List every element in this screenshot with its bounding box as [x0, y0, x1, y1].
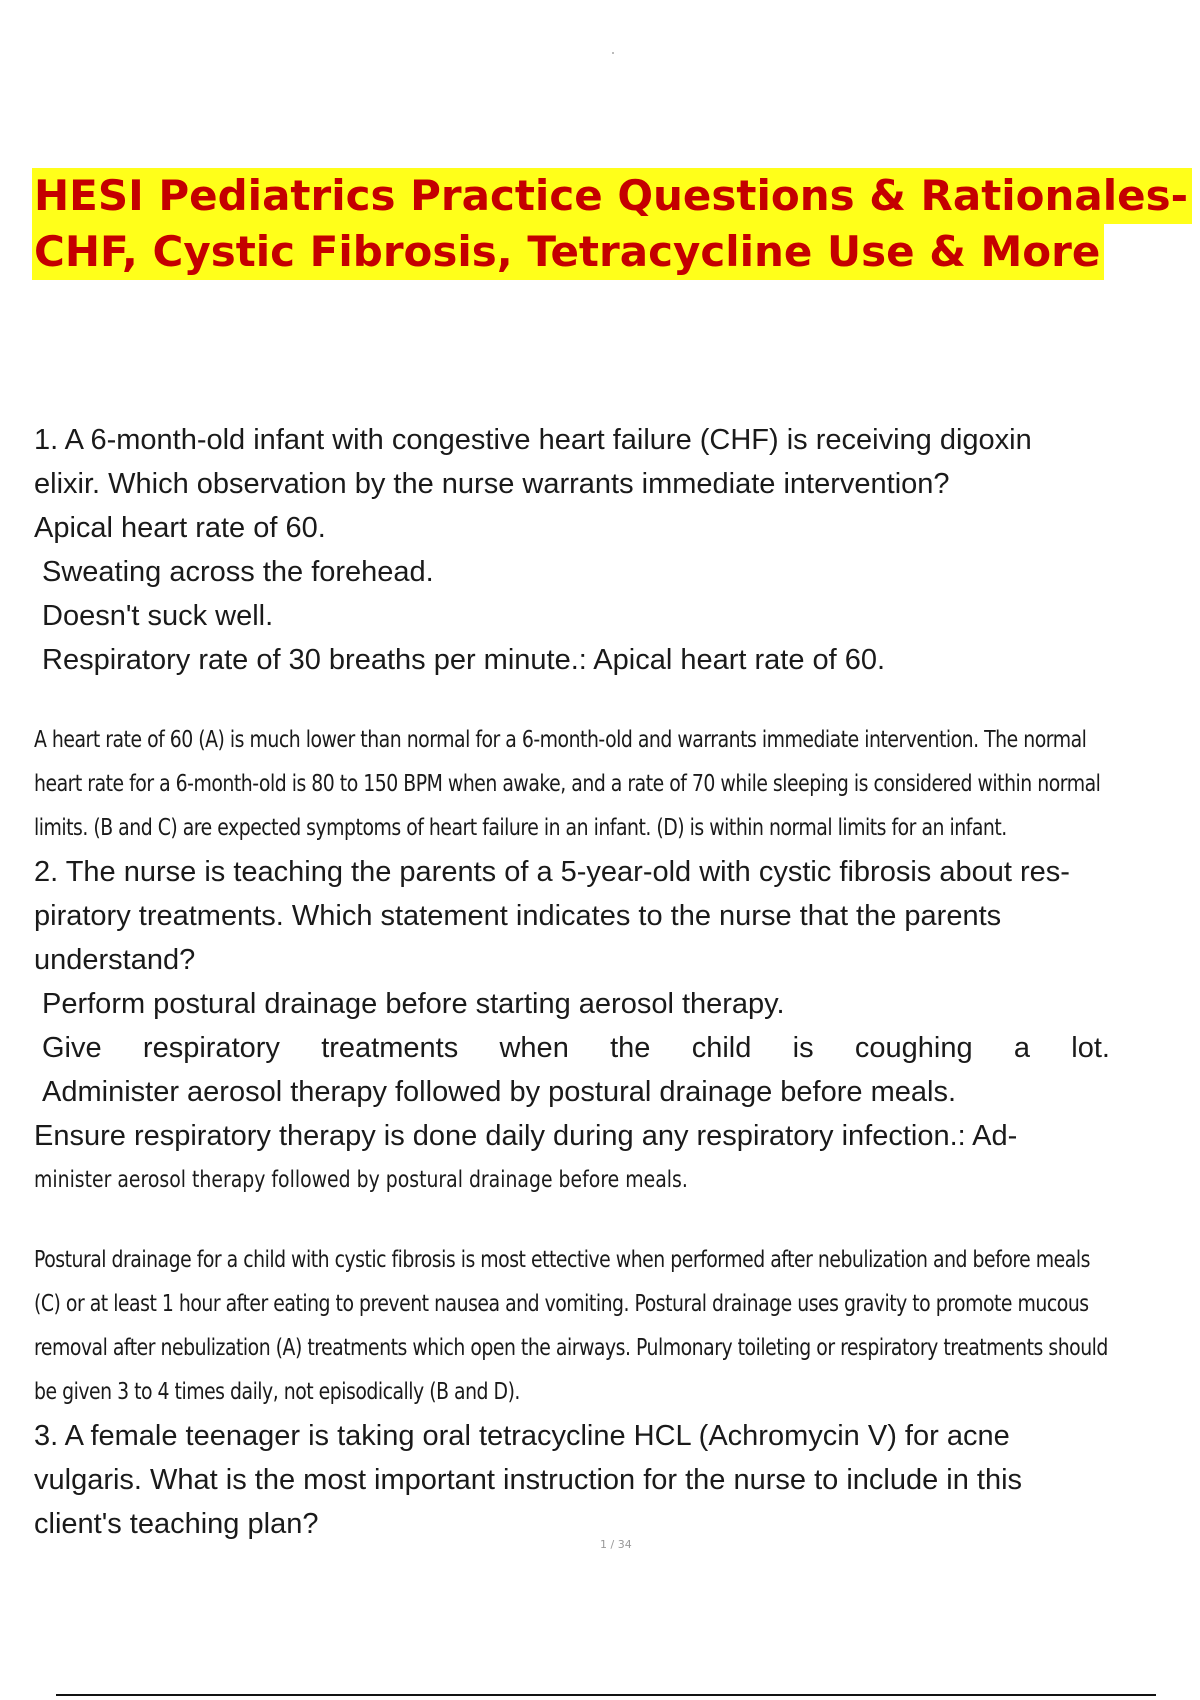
- bottom-divider: [56, 1694, 1156, 1696]
- rationale-line: (C) or at least 1 hour after eating to prevent nausea and vomiting. Postural drainage uses gravity to promote mucous: [34, 1291, 1089, 1317]
- title-line-2: CHF, Cystic Fibrosis, Tetracycline Use & More: [32, 224, 1104, 280]
- rationale-line: removal after nebulization (A) treatments which open the airways. Pulmonary toileting or respiratory treatments should: [34, 1335, 1108, 1361]
- rationale-line: limits. (B and C) are expected symptoms of heart failure in an infant. (D) is within normal limits for an infant.: [34, 815, 1007, 841]
- rationale-line: heart rate for a 6-month-old is 80 to 150 BPM when awake, and a rate of 70 while sleeping is considered within normal: [34, 771, 1101, 797]
- question-2-rationale: [34, 1238, 1200, 1414]
- title-line-1: HESI Pediatrics Practice Questions & Rationales-: [32, 168, 1192, 224]
- question-1-stem-line-1: 1. A 6-month-old infant with congestive heart failure (CHF) is receiving digoxin: [34, 424, 1032, 456]
- rationale-line: Postural drainage for a child with cystic fibrosis is most ettective when performed after nebulization and before meals: [34, 1247, 1090, 1273]
- question-2-option-a: Perform postural drainage before starting aerosol therapy.: [42, 988, 785, 1020]
- question-2-stem-line-3: understand?: [34, 944, 196, 976]
- rationale-line: A heart rate of 60 (A) is much lower than normal for a 6-month-old and warrants immediate intervention. The normal: [34, 727, 1087, 753]
- question-2-option-d: Ensure respiratory therapy is done daily during any respiratory infection.: Ad-: [34, 1120, 1018, 1152]
- question-1-stem-line-2: elixir. Which observation by the nurse warrants immediate intervention?: [34, 468, 950, 500]
- question-2-option-c: Administer aerosol therapy followed by postural drainage before meals.: [42, 1076, 956, 1108]
- question-3: [34, 1414, 1200, 1546]
- rationale-line: be given 3 to 4 times daily, not episodically (B and D).: [34, 1379, 520, 1405]
- question-2-answer-continuation: minister aerosol therapy followed by postural drainage before meals.: [34, 1167, 688, 1193]
- question-3-stem-line-2: vulgaris. What is the most important instruction for the nurse to include in this: [34, 1464, 1023, 1496]
- question-2-option-b: Give respiratory treatments when the child is coughing a lot.: [42, 1032, 1110, 1064]
- question-1-option-c: Doesn't suck well.: [42, 600, 274, 632]
- document-title: [32, 168, 1189, 280]
- question-1-option-b: Sweating across the forehead.: [42, 556, 434, 588]
- page-number: 1 / 34: [600, 1538, 632, 1551]
- document-body: [34, 418, 1200, 1546]
- question-1: [34, 418, 1200, 682]
- question-1-rationale: [34, 718, 1200, 850]
- question-2-stem-line-2: piratory treatments. Which statement indicates to the nurse that the parents: [34, 900, 1002, 932]
- question-1-option-d-answer: Respiratory rate of 30 breaths per minute.: Apical heart rate of 60.: [42, 644, 886, 676]
- question-3-stem-line-3: client's teaching plan?: [34, 1508, 319, 1540]
- question-3-stem-line-1: 3. A female teenager is taking oral tetracycline HCL (Achromycin V) for acne: [34, 1420, 1010, 1452]
- question-2-stem-line-1: 2. The nurse is teaching the parents of a 5-year-old with cystic fibrosis about res-: [34, 856, 1070, 888]
- speck: [612, 52, 614, 54]
- question-2: [34, 850, 1200, 1202]
- question-1-option-a: Apical heart rate of 60.: [34, 512, 326, 544]
